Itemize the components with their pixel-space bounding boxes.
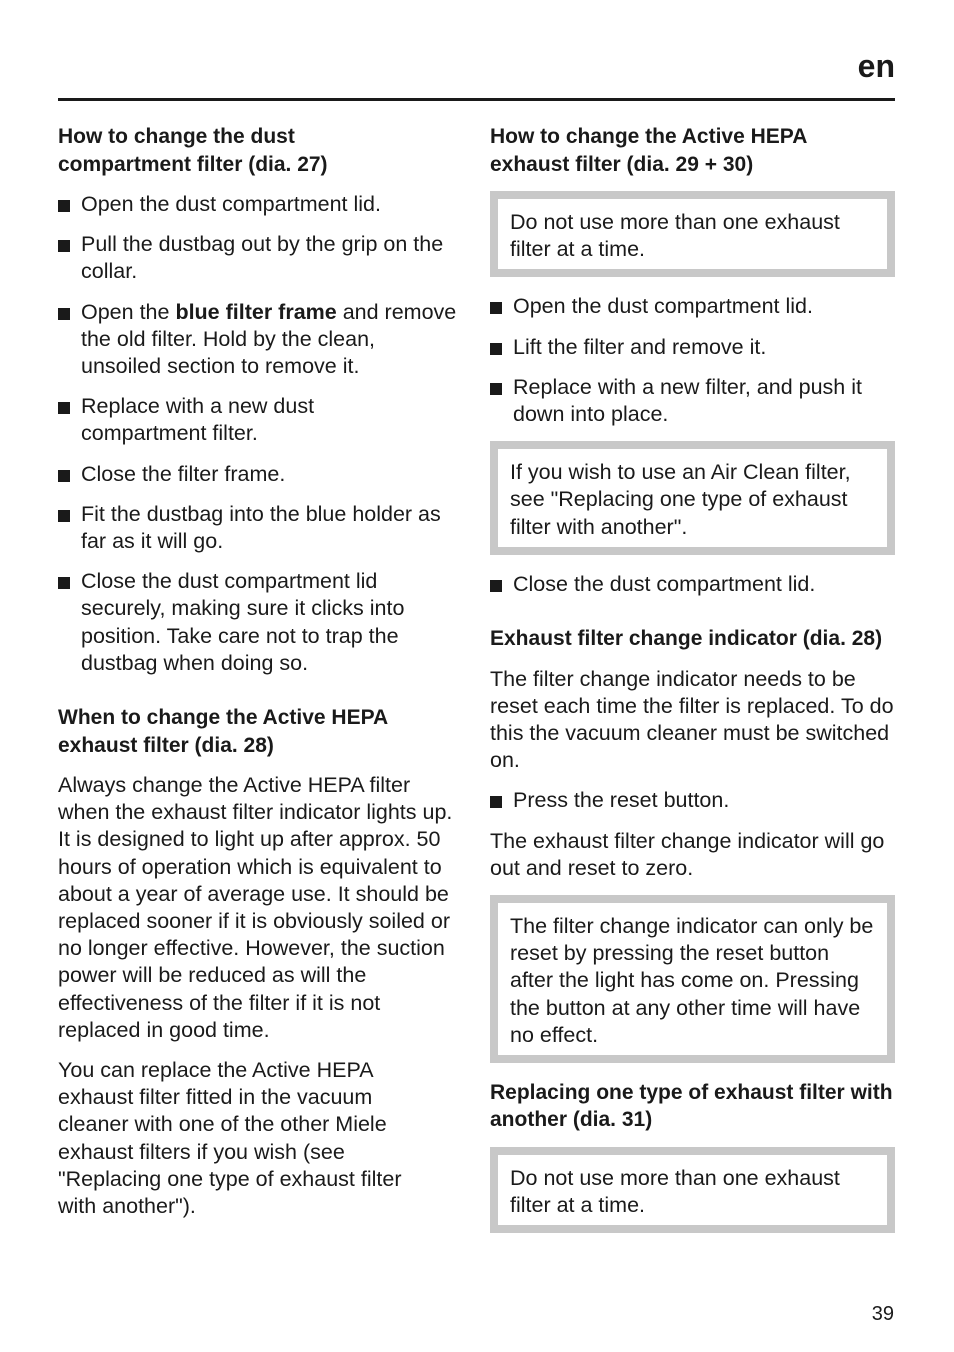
paragraph-change-info: Always change the Active HEPA filter when the exhaust filter indicator lights up. It is designed to light up after approx. 50 hours of operation which is equivalent to about a year of average use. It should be replaced sooner if it is obviously soiled or no longer effective. However, the suction power will be reduced as will the effectiveness of the filter if it is not replaced in good time. <box>58 773 453 1042</box>
header-rule <box>58 98 895 101</box>
heading-replacing-filter: Replacing one type of exhaust filter with another (dia. 31) <box>490 1080 893 1132</box>
heading-change-indicator: Exhaust filter change indicator (dia. 28) <box>490 627 883 651</box>
paragraph-indicator-info: The filter change indicator needs to be reset each time the filter is replaced. To do this the vacuum cleaner must be switched on. <box>490 666 894 773</box>
list-item: Lift the filter and remove it. <box>490 334 895 361</box>
paragraph-reset-result: The exhaust filter change indicator will go out and reset to zero. <box>490 828 885 880</box>
paragraph-replace-info: You can replace the Active HEPA exhaust filter fitted in the vacuum cleaner with one of the other Miele exhaust filters if you wish (see "Replacing one type of exhaust filter with another"). <box>58 1058 402 1219</box>
list-item: Open the dust compartment lid. <box>58 191 460 218</box>
note-box: The filter change indicator can only be reset by pressing the reset button after the light has come on. Pressing the button at any other time will have no effect. <box>490 895 895 1063</box>
dust-filter-steps <box>58 191 460 677</box>
close-lid-step <box>490 571 895 598</box>
list-item: Close the dust compartment lid. <box>490 571 895 598</box>
right-column <box>490 123 895 1249</box>
language-label: en <box>857 48 895 84</box>
hepa-filter-steps <box>490 293 895 428</box>
note-box: If you wish to use an Air Clean filter, see "Replacing one type of exhaust filter with another". <box>490 441 895 555</box>
heading-when-to-change: When to change the Active HEPA exhaust filter (dia. 28) <box>58 706 388 757</box>
list-item <box>58 299 460 381</box>
emphasis-blue-filter-frame: blue filter frame <box>175 299 337 324</box>
list-item: Pull the dustbag out by the grip on the collar. <box>58 231 460 285</box>
reset-step <box>490 787 895 814</box>
note-box: Do not use more than one exhaust filter at a time. <box>490 191 895 277</box>
page-number: 39 <box>871 1303 894 1325</box>
note-box: Do not use more than one exhaust filter at a time. <box>490 1147 895 1233</box>
list-item: Close the filter frame. <box>58 461 460 488</box>
list-item: Fit the dustbag into the blue holder as far as it will go. <box>58 501 460 555</box>
list-item: Replace with a new filter, and push it down into place. <box>490 374 895 428</box>
list-item: Press the reset button. <box>490 787 895 814</box>
heading-hepa-filter: How to change the Active HEPA exhaust filter (dia. 29 + 30) <box>490 125 807 176</box>
list-item: Close the dust compartment lid securely, making sure it clicks into position. Take care not to trap the dustbag when doing so. <box>58 568 460 677</box>
heading-dust-filter: How to change the dust compartment filter (dia. 27) <box>58 125 328 176</box>
step-text: and remove the old filter. Hold by the clean, unsoiled section to remove it. <box>81 299 457 379</box>
step-text: Open the <box>81 299 176 324</box>
list-item: Replace with a new dust compartment filter. <box>58 393 460 447</box>
list-item: Open the dust compartment lid. <box>490 293 895 320</box>
left-column <box>58 123 460 1233</box>
